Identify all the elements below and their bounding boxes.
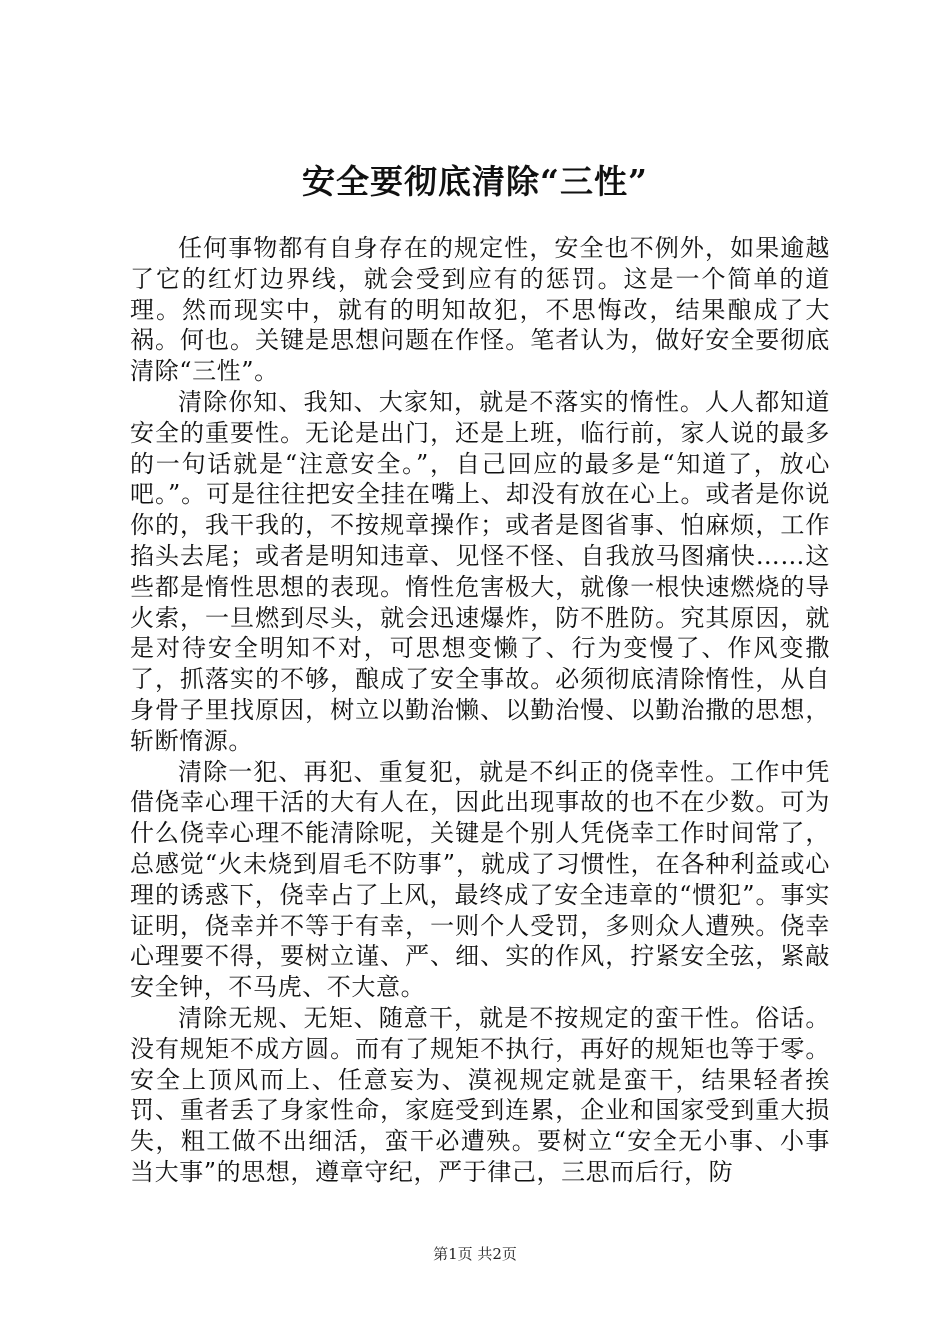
page-number-footer: 第1页 共2页 (433, 1245, 517, 1263)
document-body (130, 233, 830, 1188)
paragraph-luck: 清除一犯、再犯、重复犯，就是不纠正的侥幸性。工作中凭借侥幸心理干活的大有人在，因此出现事故的也不在少数。可为什么侥幸心理不能清除呢，关键是个别人凭侥幸工作时间常了，总感觉“火未烧到眉毛不防事”，就成了习惯性，在各种利益或心理的诱惑下，侥幸占了上风，最终成了安全违章的“惯犯”。事实证明，侥幸并不等于有幸，一则个人受罚，多则众人遭殃。侥幸心理要不得，要树立谨、严、细、实的作风，拧紧安全弦，紧敲安全钟，不马虎、不大意。 (130, 757, 830, 1002)
paragraph-recklessness: 清除无规、无矩、随意干，就是不按规定的蛮干性。俗话。没有规矩不成方圆。而有了规矩不执行，再好的规矩也等于零。安全上顶风而上、任意妄为、漠视规定就是蛮干，结果轻者挨罚、重者丢了身家性命，家庭受到连累，企业和国家受到重大损失，粗工做不出细活，蛮干必遭殃。要树立“安全无小事、小事当大事”的思想，遵章守纪，严于律己，三思而后行，防 (130, 1003, 830, 1186)
paragraph-intro: 任何事物都有自身存在的规定性，安全也不例外，如果逾越了它的红灯边界线，就会受到应有的惩罚。这是一个简单的道理。然而现实中，就有的明知故犯，不思悔改，结果酿成了大祸。何也。关键是思想问题在作怪。笔者认为，做好安全要彻底清除“三性”。 (130, 234, 830, 386)
paragraph-laziness: 清除你知、我知、大家知，就是不落实的惰性。人人都知道安全的重要性。无论是出门，还是上班，临行前，家人说的最多的一句话就是“注意安全。”，自己回应的最多是“知道了，放心吧。”。可是往往把安全挂在嘴上、却没有放在心上。或者是你说你的，我干我的，不按规章操作；或者是图省事、怕麻烦，工作掐头去尾；或者是明知违章、见怪不怪、自我放马图痛快……这些都是惰性思想的表现。惰性危害极大，就像一根快速燃烧的导火索，一旦燃到尽头，就会迅速爆炸，防不胜防。究其原因，就是对待安全明知不对，可思想变懒了、行为变慢了、作风变撒了，抓落实的不够，酿成了安全事故。必须彻底清除惰性，从自身骨子里找原因，树立以勤治懒、以勤治慢、以勤治撒的思想，斩断惰源。 (130, 387, 830, 755)
document-title: 安全要彻底清除“三性” (302, 162, 648, 201)
